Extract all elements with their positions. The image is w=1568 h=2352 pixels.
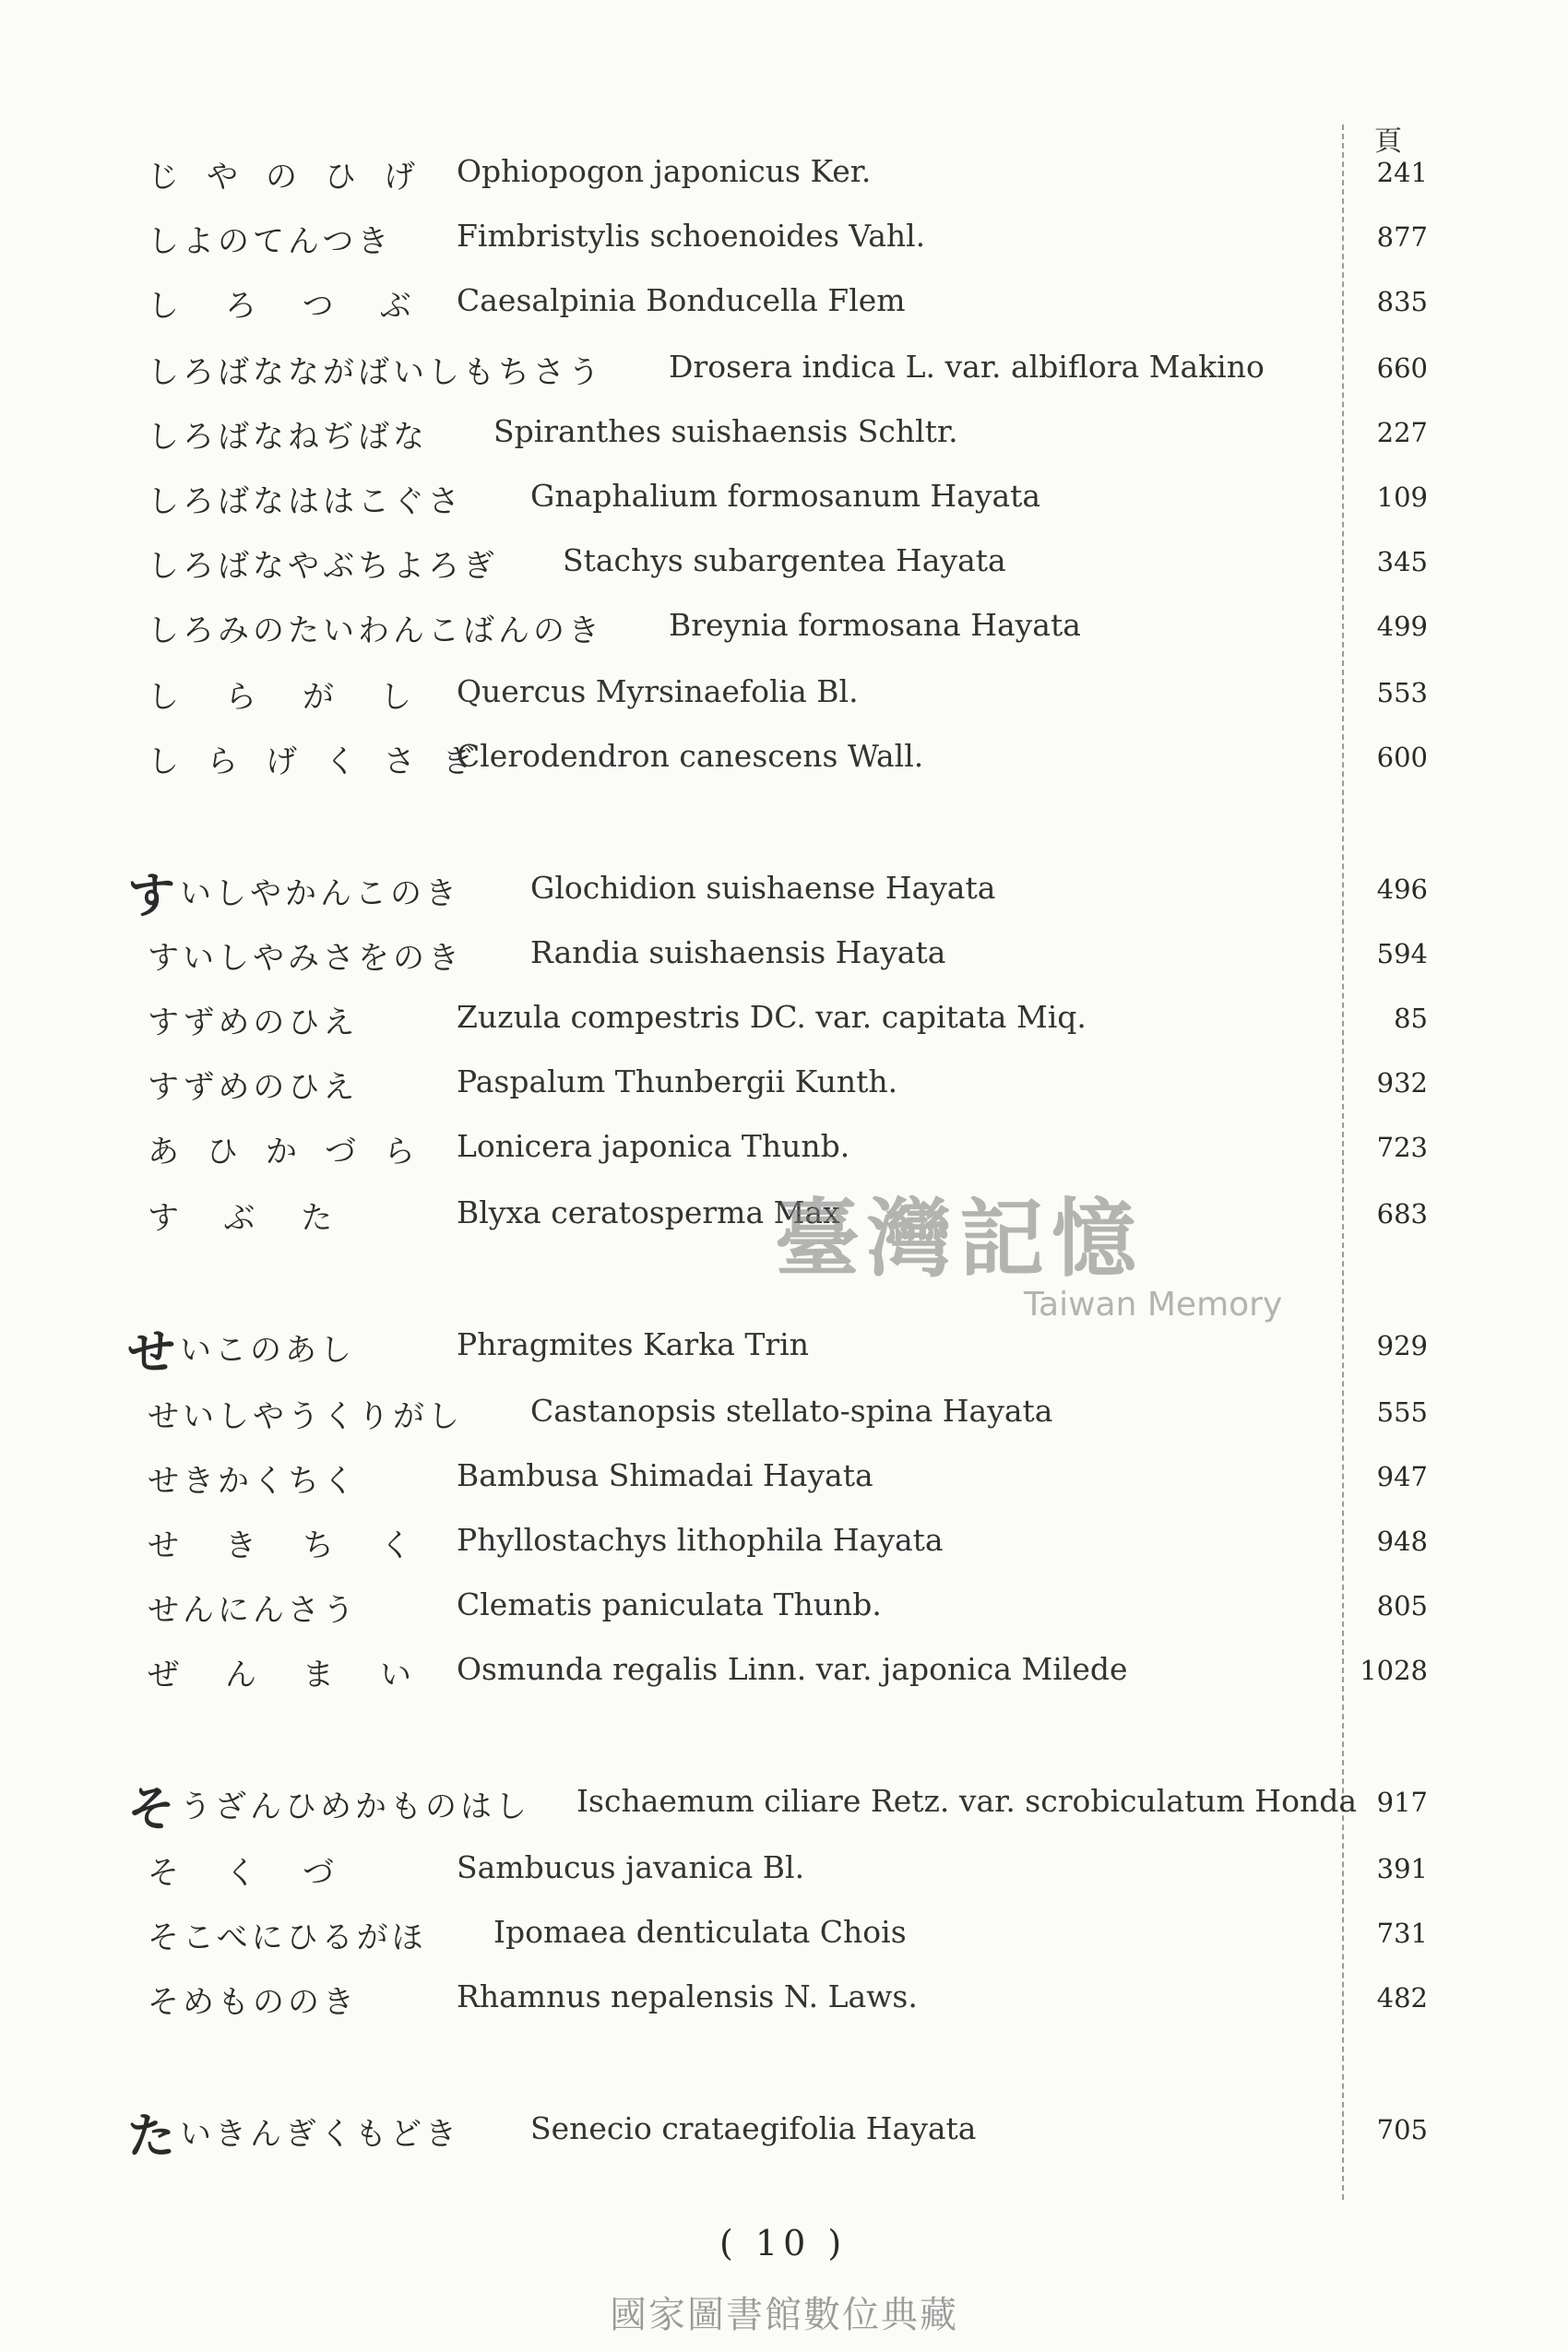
page-reference: 241 xyxy=(1376,157,1428,188)
japanese-name: すいしやみさをのき xyxy=(148,940,463,977)
index-row xyxy=(0,210,1568,275)
index-row xyxy=(0,2103,1568,2168)
japanese-name: そこべにひるがほ xyxy=(148,1919,427,1956)
scientific-name: Spiranthes suishaensis Schltr. xyxy=(493,413,958,449)
scientific-name: Clematis paniculata Thunb. xyxy=(457,1586,882,1622)
index-row xyxy=(0,1056,1568,1121)
japanese-name: そめもののき xyxy=(148,1984,358,2021)
page-reference: 705 xyxy=(1376,2114,1428,2145)
page-reference: 947 xyxy=(1376,1461,1428,1492)
scientific-name: Gnaphalium formosanum Hayata xyxy=(530,478,1041,514)
scientific-name: Breynia formosana Hayata xyxy=(669,607,1081,643)
japanese-name: しろばなははこぐさ xyxy=(148,483,463,520)
index-row xyxy=(0,1907,1568,1971)
index-row xyxy=(0,1971,1568,2036)
watermark-en: Taiwan Memory xyxy=(1024,1286,1283,1324)
japanese-name: すずめのひえ xyxy=(148,1069,359,1106)
scientific-name: Ophiopogon japonicus Ker. xyxy=(457,153,872,189)
index-row xyxy=(0,470,1568,535)
japanese-name: しろつぶ xyxy=(148,288,457,325)
japanese-name: いこのあし xyxy=(180,1332,355,1369)
japanese-name: しらがし xyxy=(148,679,457,716)
page-reference: 929 xyxy=(1376,1330,1428,1361)
page-reference: 600 xyxy=(1376,742,1428,773)
page-reference: 877 xyxy=(1376,221,1428,253)
scientific-name: Sambucus javanica Bl. xyxy=(457,1849,805,1885)
index-row xyxy=(0,146,1568,210)
index-row xyxy=(0,862,1568,927)
page-reference: 805 xyxy=(1376,1590,1428,1621)
index-row xyxy=(0,1776,1568,1840)
index-row xyxy=(0,992,1568,1056)
scientific-name: Randia suishaensis Hayata xyxy=(530,934,946,970)
page-reference: 917 xyxy=(1376,1787,1428,1818)
scientific-name: Quercus Myrsinaefolia Bl. xyxy=(457,673,859,709)
japanese-name: うざんひめかものはし xyxy=(180,1788,530,1825)
index-row xyxy=(0,1450,1568,1515)
page-column-header: 頁 xyxy=(1374,125,1402,158)
japanese-name: せいしやうくりがし xyxy=(148,1398,463,1435)
japanese-name: しらげくさぎ xyxy=(148,743,502,780)
watermark xyxy=(775,1171,1282,1324)
page-reference: 683 xyxy=(1376,1198,1428,1229)
index-row xyxy=(0,600,1568,664)
index-row xyxy=(0,1579,1568,1644)
japanese-name: すぶた xyxy=(148,1200,379,1237)
section-initial: そ xyxy=(127,1782,176,1837)
index-row xyxy=(0,535,1568,600)
page-reference: 499 xyxy=(1376,611,1428,642)
japanese-name: しろばなねぢばな xyxy=(148,419,428,456)
scientific-name: Glochidion suishaense Hayata xyxy=(530,870,996,906)
scientific-name: Bambusa Shimadai Hayata xyxy=(457,1457,873,1493)
scientific-name: Ipomaea denticulata Chois xyxy=(493,1914,907,1950)
page-reference: 731 xyxy=(1376,1918,1428,1949)
japanese-name: ぜんまい xyxy=(148,1657,457,1693)
japanese-name: そくづ xyxy=(148,1855,380,1892)
index-row xyxy=(0,1385,1568,1450)
scientific-name: Blyxa ceratosperma Max xyxy=(457,1194,840,1230)
index-row xyxy=(0,1644,1568,1708)
japanese-name: いしやかんこのき xyxy=(180,875,460,912)
watermark-cjk: 臺灣記憶 xyxy=(775,1190,1145,1289)
index-row xyxy=(0,1842,1568,1907)
japanese-name: すずめのひえ xyxy=(148,1004,359,1041)
index-row xyxy=(0,406,1568,470)
scientific-name: Phragmites Karka Trin xyxy=(457,1326,809,1362)
index-row xyxy=(0,275,1568,339)
japanese-name: しろばなやぶちよろぎ xyxy=(148,548,498,585)
scientific-name: Ischaemum ciliare Retz. var. scrobiculatum Honda xyxy=(576,1783,1357,1819)
japanese-name: しよのてんつき xyxy=(148,223,393,260)
scientific-name: Osmunda regalis Linn. var. japonica Milede xyxy=(457,1651,1128,1687)
section-initial: す xyxy=(127,869,176,924)
scientific-name: Lonicera japonica Thunb. xyxy=(457,1128,850,1164)
page-reference: 227 xyxy=(1376,417,1428,448)
page-reference: 594 xyxy=(1376,938,1428,969)
index-row xyxy=(0,1515,1568,1579)
page-reference: 835 xyxy=(1376,286,1428,317)
page-reference: 553 xyxy=(1376,677,1428,708)
japanese-name: あひかづら xyxy=(148,1134,443,1170)
page-reference: 1028 xyxy=(1360,1655,1428,1686)
scientific-name: Stachys subargentea Hayata xyxy=(563,542,1006,578)
section-initial: せ xyxy=(127,1325,176,1381)
page-reference: 555 xyxy=(1376,1396,1428,1428)
page-reference: 109 xyxy=(1376,481,1428,513)
scientific-name: Rhamnus nepalensis N. Laws. xyxy=(457,1978,918,2014)
scientific-name: Castanopsis stellato-spina Hayata xyxy=(530,1393,1053,1429)
page-reference: 723 xyxy=(1376,1132,1428,1163)
index-row xyxy=(0,1319,1568,1384)
scientific-name: Senecio crataegifolia Hayata xyxy=(530,2110,977,2146)
index-row xyxy=(0,341,1568,406)
page-reference: 345 xyxy=(1376,546,1428,577)
page-reference: 391 xyxy=(1376,1853,1428,1884)
scientific-name: Clerodendron canescens Wall. xyxy=(457,738,924,774)
scientific-name: Caesalpinia Bonducella Flem xyxy=(457,282,906,318)
scientific-name: Zuzula compestris DC. var. capitata Miq. xyxy=(457,999,1087,1035)
section-initial: た xyxy=(127,2109,176,2165)
library-credit: 國家圖書館數位典藏 xyxy=(610,2294,958,2336)
japanese-name: しろみのたいわんこばんのき xyxy=(148,612,603,649)
japanese-name: じやのひげ xyxy=(148,159,443,196)
scientific-name: Paspalum Thunbergii Kunth. xyxy=(457,1063,898,1099)
japanese-name: しろばなながばいしもちさう xyxy=(148,354,603,391)
japanese-name: せきかくちく xyxy=(148,1463,358,1500)
footer-page-number: ( 10 ) xyxy=(719,2223,848,2263)
scientific-name: Drosera indica L. var. albiflora Makino xyxy=(669,349,1265,385)
page-reference: 85 xyxy=(1394,1003,1428,1034)
page-reference: 496 xyxy=(1376,873,1428,905)
scientific-name: Fimbristylis schoenoides Vahl. xyxy=(457,218,926,254)
page-reference: 948 xyxy=(1376,1526,1428,1557)
index-row xyxy=(0,731,1568,795)
index-row xyxy=(0,927,1568,992)
page-reference: 932 xyxy=(1376,1067,1428,1099)
japanese-name: いきんぎくもどき xyxy=(180,2116,460,2153)
index-row xyxy=(0,666,1568,731)
scientific-name: Phyllostachys lithophila Hayata xyxy=(457,1522,944,1558)
page-reference: 660 xyxy=(1376,352,1428,384)
japanese-name: せきちく xyxy=(148,1527,457,1564)
japanese-name: せんにんさう xyxy=(148,1592,358,1629)
page-reference: 482 xyxy=(1376,1982,1428,2013)
